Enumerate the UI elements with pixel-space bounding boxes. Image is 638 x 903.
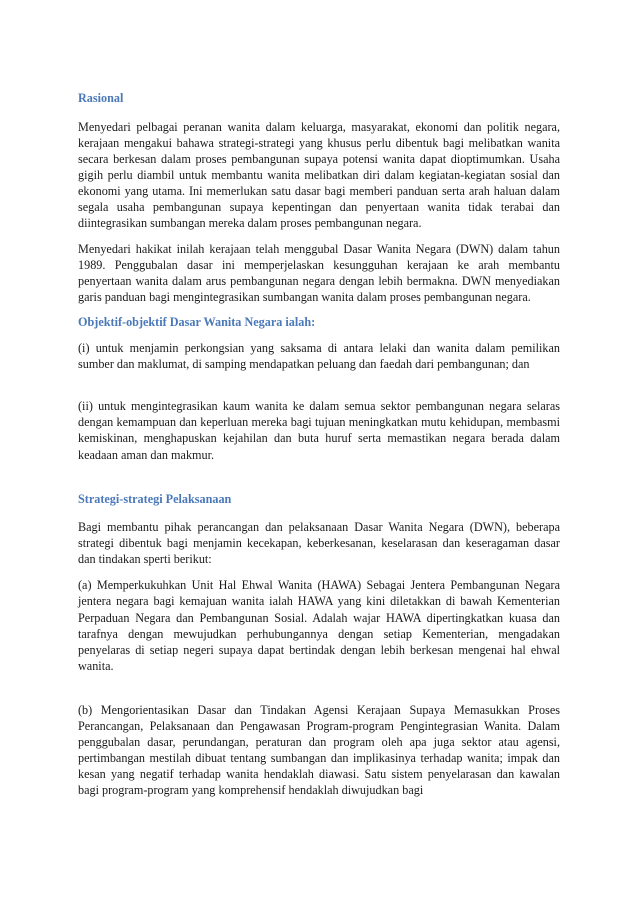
heading-rasional: Rasional	[78, 91, 124, 105]
heading-strategi: Strategi-strategi Pelaksanaan	[78, 491, 232, 506]
paragraph-objektif-i: (i) untuk menjamin perkongsian yang saksama di antara lelaki dan wanita dalam pemilikan sumber dan maklumat, di samping mendapatkan peluang dan faedah dari pembangunan; dan	[78, 341, 560, 372]
paragraph-rasional-1: Menyedari pelbagai peranan wanita dalam keluarga, masyarakat, ekonomi dan politik negara, kerajaan mengakui bahawa strategi-strategi yang khusus perlu dibentuk bagi melibatkan wanita secara berkesan dalam proses pembangunan supaya potensi wanita dapat dioptimumkan. Usaha gigih perlu diambil untuk membantu wanita melibatkan diri dalam kegiatan-kegiatan sosial dan ekonomi yang utama. Ini memerlukan satu dasar bagi memberi panduan serta arah haluan dalam segala usaha pembangunan supaya kepentingan dan penyertaan wanita tidak terabai dan diintegrasikan sumbangan mereka dalam proses pembangunan negara.	[78, 119, 560, 231]
paragraph-strategi-a: (a) Memperkukuhkan Unit Hal Ehwal Wanita (HAWA) Sebagai Jentera Pembangunan Negara jentera negara bagi kemajuan wanita ialah HAWA yang kini diletakkan di bawah Kementerian Perpaduan Negara dan Pembangunan Sosial. Adalah wajar HAWA dipertingkatkan kuasa dan tarafnya dengan mewujudkan perhubungannya dengan setiap Kementerian, mengadakan penyelaras di setiap negeri supaya dapat bertindak dengan lebih berkesan mengenai hal ehwal wanita.	[78, 578, 560, 673]
paragraph-objektif-ii: (ii) untuk mengintegrasikan kaum wanita ke dalam semua sektor pembangunan negara selaras dengan kemampuan dan keperluan mereka bagi tujuan meningkatkan mutu kehidupan, membasmi kemiskinan, menghapuskan kejahilan dan buta huruf serta memastikan negara berada dalam keadaan aman dan makmur.	[78, 399, 560, 462]
paragraph-rasional-2: Menyedari hakikat inilah kerajaan telah menggubal Dasar Wanita Negara (DWN) dalam tahun 1989. Penggubalan dasar ini memperjelaskan kesungguhan kerajaan ke arah membantu penyertaan wanita dalam arus pembangunan negara dengan lebih bermakna. DWN menyediakan garis panduan bagi mengintegrasikan sumbangan wanita dalam proses pembangunan negara.	[78, 242, 560, 305]
paragraph-strategi-b: (b) Mengorientasikan Dasar dan Tindakan Agensi Kerajaan Supaya Memasukkan Proses Perancangan, Pelaksanaan dan Pengawasan Program-program Pengintegrasian Wanita. Dalam penggubalan dasar, perundangan, peraturan dan program oleh apa juga sektor atau agensi, pertimbangan mestilah dibuat tentang sumbangan dan implikasinya terhadap wanita; impak dan kesan yang negatif terhadap wanita hendaklah diawasi. Satu sistem penyelarasan dan kawalan bagi program-program yang komprehensif hendaklah diwujudkan bagi	[78, 702, 560, 798]
heading-objektif: Objektif-objektif Dasar Wanita Negara ialah:	[78, 314, 316, 329]
paragraph-strategi-intro: Bagi membantu pihak perancangan dan pelaksanaan Dasar Wanita Negara (DWN), beberapa strategi dibentuk bagi menjamin kecekapan, keberkesanan, keselarasan dan keseragaman dasar dan tindakan sperti berikut:	[78, 520, 560, 567]
